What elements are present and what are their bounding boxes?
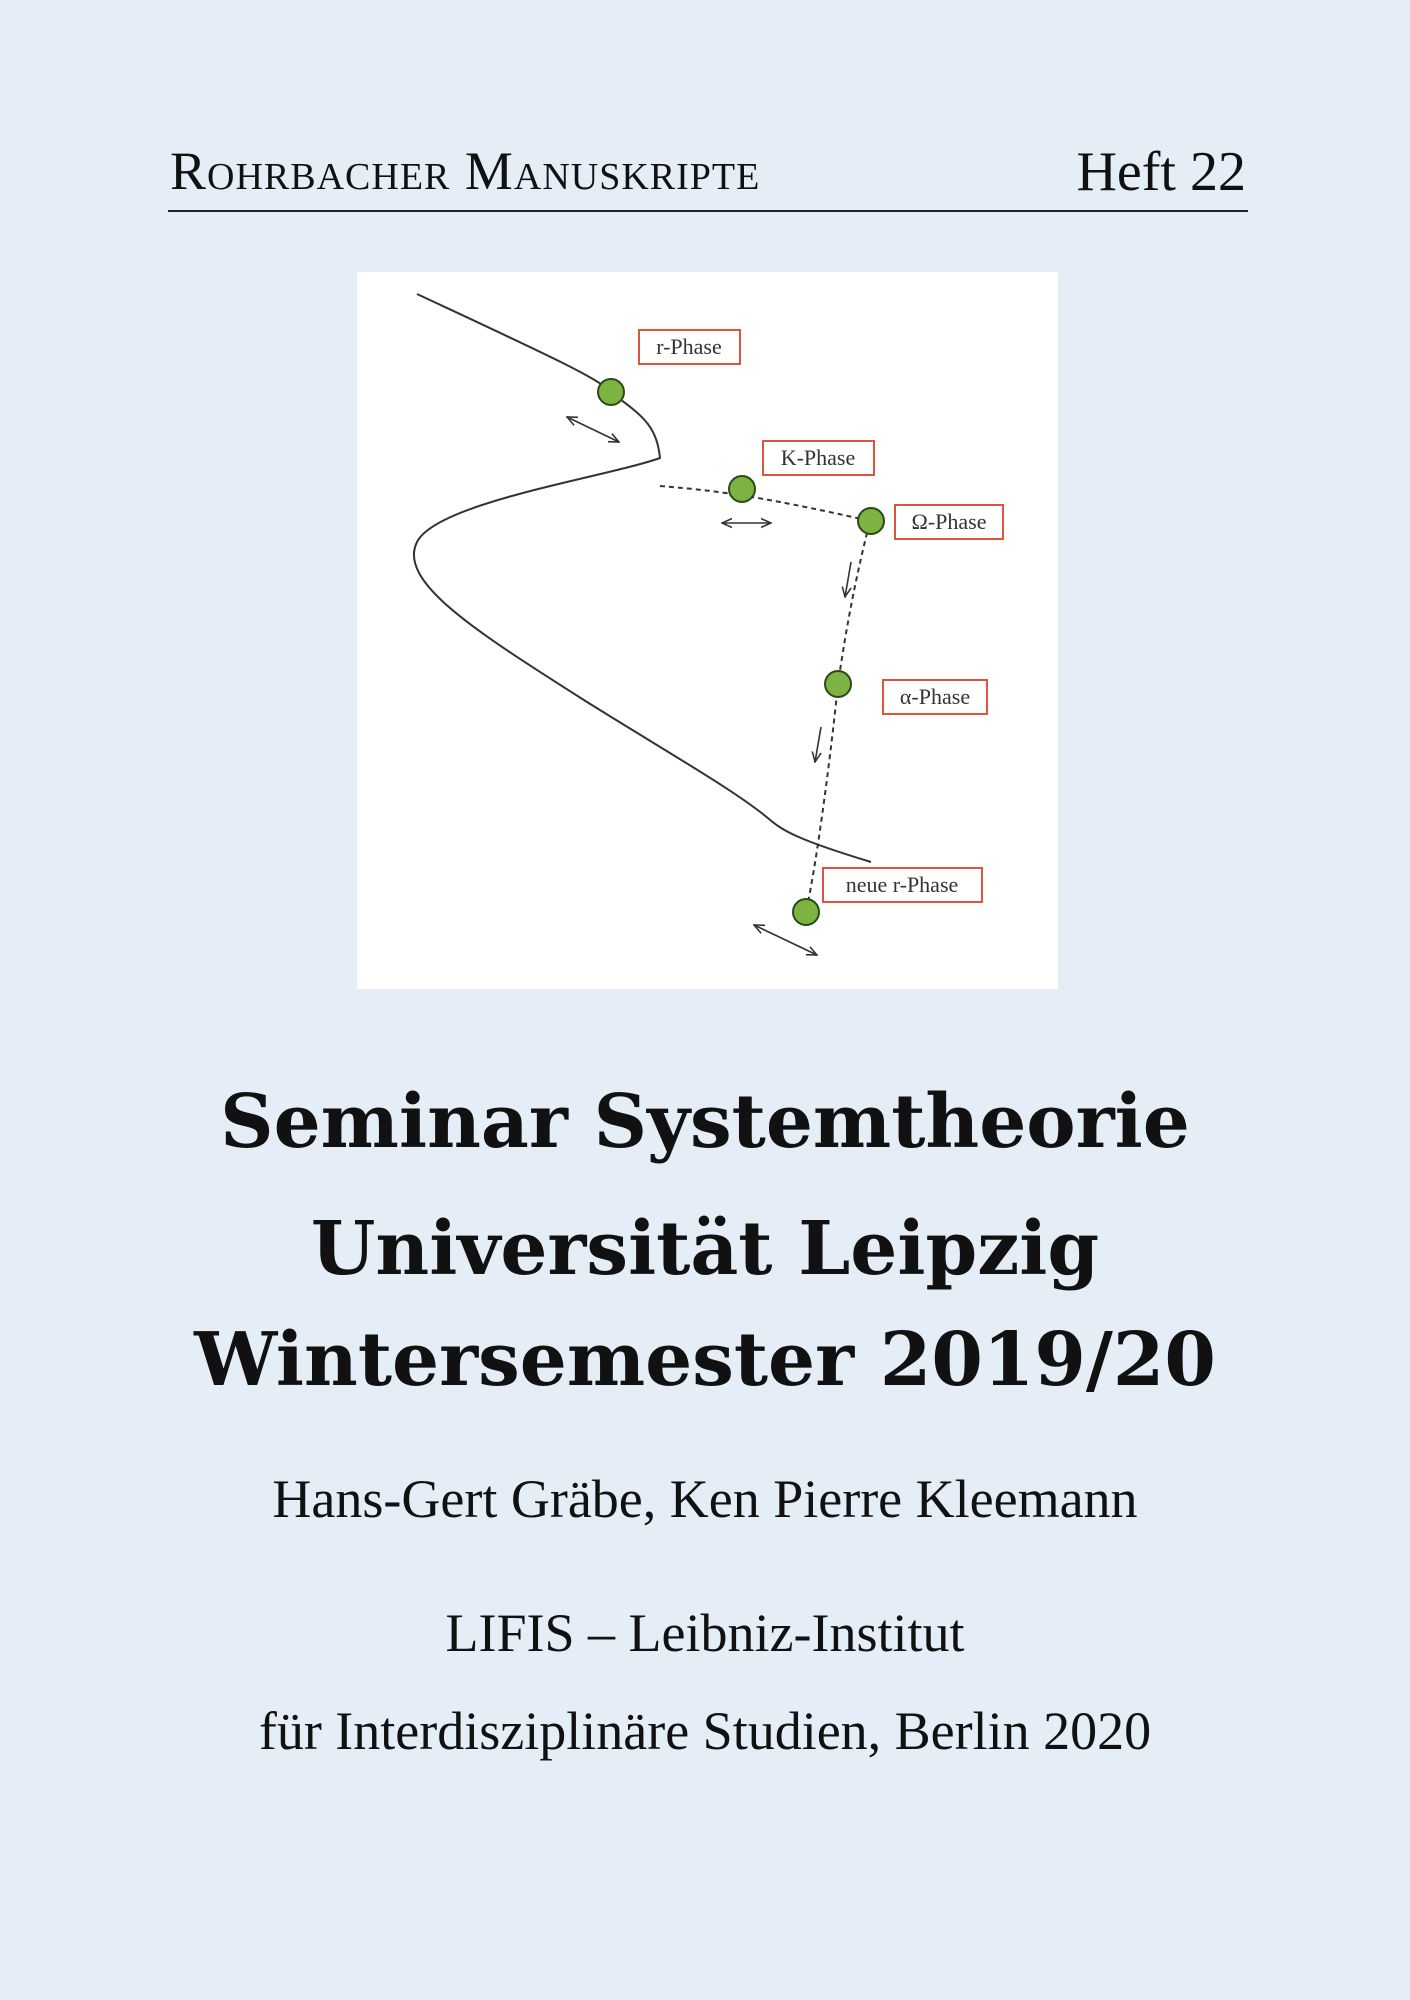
authors: Hans-Gert Gräbe, Ken Pierre Kleemann [272, 1469, 1138, 1529]
node-new-r-phase [793, 899, 819, 925]
node-k-phase [729, 476, 755, 502]
arrow-new-r-phase [754, 925, 817, 955]
main-curve [414, 294, 871, 862]
svg-text:r-Phase: r-Phase [656, 334, 722, 359]
series-title: Rohrbacher Manuskripte [170, 141, 761, 201]
label-k-phase [763, 441, 874, 475]
title-line-1: Seminar Systemtheorie [220, 1079, 1190, 1165]
label-new-r-phase [823, 868, 982, 902]
series-header [168, 138, 1248, 212]
arrow-r-phase [567, 417, 619, 442]
svg-text:α-Phase: α-Phase [899, 684, 971, 709]
issue-number: Heft 22 [1076, 141, 1246, 203]
label-r-phase [639, 330, 740, 364]
node-omega-phase [858, 508, 884, 534]
arrow-alpha-new [815, 727, 821, 762]
svg-text:Ω-Phase: Ω-Phase [911, 509, 987, 534]
arrow-omega-alpha [845, 562, 851, 597]
label-omega-phase [895, 505, 1003, 539]
svg-text:neue r-Phase: neue r-Phase [845, 872, 959, 897]
cover-figure [357, 272, 1058, 989]
svg-text:K-Phase: K-Phase [780, 445, 856, 470]
title-line-2: Universität Leipzig [310, 1206, 1100, 1292]
publisher-line-1: LIFIS – Leibniz-Institut [445, 1603, 965, 1663]
title-line-3: Wintersemester 2019/20 [194, 1317, 1216, 1403]
publisher-line-2: für Interdisziplinäre Studien, Berlin 2020 [258, 1701, 1152, 1761]
node-r-phase [598, 379, 624, 405]
label-alpha-phase [883, 680, 987, 714]
adaptive-cycle-diagram [357, 272, 1058, 989]
node-alpha-phase [825, 671, 851, 697]
dashed-path [660, 486, 870, 912]
